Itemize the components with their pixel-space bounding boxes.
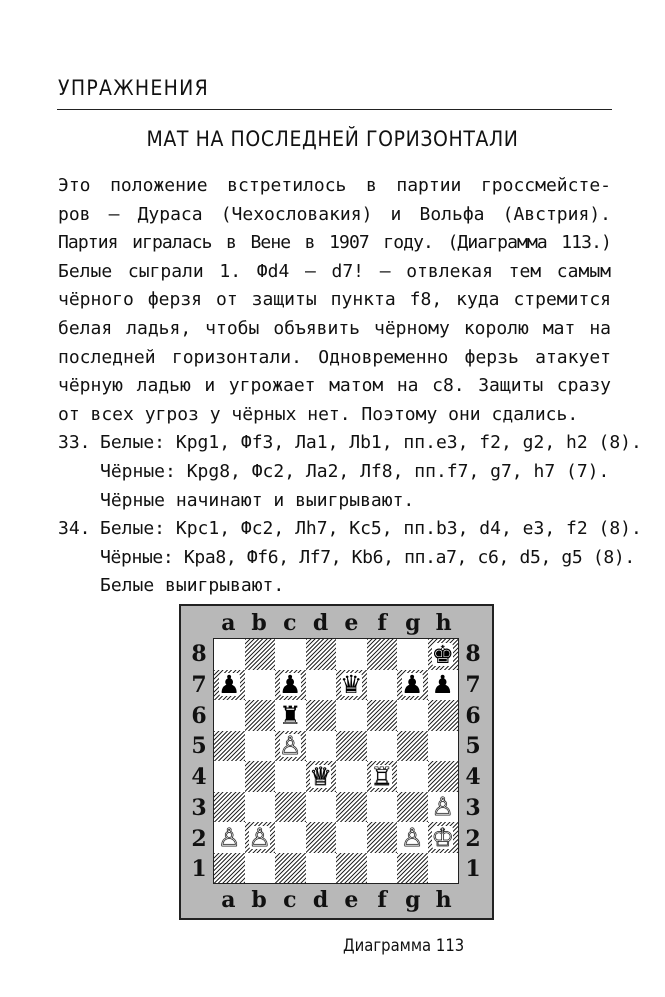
board-square-g3 [397, 792, 428, 823]
paragraph-line: белая ладья, чтобы объявить чёрному королю мат на [58, 317, 611, 339]
exercise-white-position: Белые: Крс1, Фс2, Лh7, Кс5, пп.b3, d4, е3, f2 (8). [100, 518, 642, 540]
board-square-d7 [306, 670, 337, 701]
exercise-34-task: Белые выигрывают. [100, 575, 285, 597]
board-square-h3 [428, 792, 459, 823]
file-label-bottom: c [283, 887, 297, 913]
black-rook-icon: ♜ [279, 700, 302, 730]
board-square-e3 [336, 792, 367, 823]
board-square-d4 [306, 761, 337, 792]
board-square-c2 [275, 822, 306, 853]
board-square-c7 [275, 670, 306, 701]
rank-label-left: 6 [191, 702, 207, 729]
caption-label: Диаграмма [343, 936, 432, 955]
file-label-bottom: f [377, 887, 387, 913]
file-label-bottom: h [435, 887, 452, 913]
board-square-c5 [275, 731, 306, 762]
rank-label-left: 8 [191, 641, 207, 667]
exercise-33-white [58, 429, 642, 458]
white-king-icon: ♔ [431, 822, 454, 852]
board-square-h5 [428, 731, 459, 762]
white-pawn-icon: ♙ [218, 822, 241, 852]
file-label-bottom: g [405, 887, 421, 913]
rank-label-left: 4 [191, 764, 207, 790]
board-square-a8 [214, 639, 245, 670]
rank-label-left: 1 [191, 856, 207, 883]
rank-label-right: 7 [465, 671, 481, 698]
black-pawn-icon: ♟ [279, 670, 302, 700]
black-queen-icon: ♛ [340, 670, 363, 700]
rank-label-left: 3 [191, 794, 207, 821]
board-square-g8 [397, 639, 428, 670]
file-label-top: b [251, 610, 267, 636]
board-square-c1 [275, 853, 306, 884]
board-square-d5 [306, 731, 337, 762]
paragraph-line: чёрную ладью и угрожает матом на с8. Защиты сразу [58, 375, 611, 397]
board-square-c4 [275, 761, 306, 792]
page-title: МАТ НА ПОСЛЕДНЕЙ ГОРИЗОНТАЛИ [146, 127, 519, 151]
board-square-f6 [367, 700, 398, 731]
file-label-bottom: e [344, 887, 359, 913]
file-label-bottom: a [221, 887, 236, 913]
black-pawn-icon: ♟ [431, 670, 454, 700]
board-square-g6 [397, 700, 428, 731]
rank-label-right: 2 [465, 825, 481, 852]
file-label-top: c [283, 610, 297, 636]
board-square-b1 [245, 853, 276, 884]
board-square-c3 [275, 792, 306, 823]
board-square-b7 [245, 670, 276, 701]
board-square-e8 [336, 639, 367, 670]
paragraph-line: чёрного ферзя от защиты пункта f8, куда стремится [58, 289, 611, 311]
board-square-h7 [428, 670, 459, 701]
heading-rule [57, 109, 612, 110]
board-square-d6 [306, 700, 337, 731]
board-square-e4 [336, 761, 367, 792]
section-heading: УПРАЖНЕНИЯ [58, 76, 210, 100]
board-square-h1 [428, 853, 459, 884]
file-label-top: h [435, 610, 452, 636]
paragraph-line: Это положение встретилось в партии гроссмейсте- [58, 175, 611, 196]
paragraph-line: от всех угроз у чёрных нет. Поэтому они сдались. [58, 403, 579, 425]
board-square-d8 [306, 639, 337, 670]
file-label-top: f [377, 610, 387, 636]
board-square-b4 [245, 761, 276, 792]
board-square-b5 [245, 731, 276, 762]
board-square-e2 [336, 822, 367, 853]
board-square-a7 [214, 670, 245, 701]
board-square-g2 [397, 822, 428, 853]
board-square-h2 [428, 822, 459, 853]
file-label-bottom: d [312, 887, 329, 913]
white-queen-icon: ♕ [309, 761, 332, 791]
rank-label-right: 4 [465, 764, 481, 790]
board-square-f8 [367, 639, 398, 670]
board-square-c8 [275, 639, 306, 670]
white-pawn-icon: ♙ [431, 792, 454, 822]
rank-label-left: 2 [191, 825, 207, 852]
board-square-b8 [245, 639, 276, 670]
board-square-e5 [336, 731, 367, 762]
white-pawn-icon: ♙ [401, 822, 424, 852]
board-square-c6 [275, 700, 306, 731]
board-square-h4 [428, 761, 459, 792]
board-square-a1 [214, 853, 245, 884]
board-square-e6 [336, 700, 367, 731]
file-label-top: a [221, 610, 236, 636]
file-label-top: g [405, 610, 421, 636]
paragraph-line: Партия игралась в Вене в 1907 году. (Диаграмма 113.) [58, 232, 611, 254]
diagram-caption [343, 936, 464, 955]
board-square-f4 [367, 761, 398, 792]
board-square-f7 [367, 670, 398, 701]
exercise-number: 34. [58, 518, 91, 540]
exercise-33-black: Чёрные: Крg8, Фс2, Ла2, Лf8, пп.f7, g7, h7 (7). [100, 460, 610, 482]
chess-board [213, 638, 459, 884]
board-square-b6 [245, 700, 276, 731]
board-square-a6 [214, 700, 245, 731]
board-square-f3 [367, 792, 398, 823]
board-square-a3 [214, 792, 245, 823]
exercise-white-position: Белые: Крg1, Фf3, Ла1, Лb1, пп.е3, f2, g2, h2 (8). [100, 432, 642, 454]
board-square-d1 [306, 853, 337, 884]
body-text [58, 172, 642, 601]
rank-label-left: 5 [191, 733, 207, 760]
black-king-icon: ♚ [431, 639, 454, 669]
caption-number: 113 [435, 936, 465, 955]
rank-label-right: 5 [465, 733, 481, 760]
paragraph-line: ров — Дураса (Чехословакия) и Вольфа (Австрия). [58, 203, 611, 225]
black-pawn-icon: ♟ [218, 670, 241, 700]
board-square-b3 [245, 792, 276, 823]
paragraph-line: Белые сыграли 1. Фd4 — d7! — отвлекая тем самым [58, 260, 611, 282]
white-rook-icon: ♖ [370, 761, 393, 791]
board-square-e1 [336, 853, 367, 884]
board-square-h6 [428, 700, 459, 731]
board-square-d2 [306, 822, 337, 853]
board-square-a5 [214, 731, 245, 762]
rank-label-left: 7 [191, 671, 207, 698]
file-label-top: e [344, 610, 359, 636]
exercise-34-black: Чёрные: Кра8, Фf6, Лf7, Кb6, пп.а7, с6, d5, g5 (8). [100, 546, 635, 568]
rank-label-right: 6 [465, 702, 481, 729]
board-square-e7 [336, 670, 367, 701]
board-square-a2 [214, 822, 245, 853]
board-square-d3 [306, 792, 337, 823]
rank-label-right: 1 [465, 856, 481, 883]
file-label-bottom: b [251, 887, 267, 913]
board-square-g7 [397, 670, 428, 701]
board-square-h8 [428, 639, 459, 670]
board-square-f1 [367, 853, 398, 884]
rank-label-right: 3 [465, 794, 481, 821]
board-square-a4 [214, 761, 245, 792]
exercise-33-task: Чёрные начинают и выигрывают. [100, 489, 415, 511]
board-square-g5 [397, 731, 428, 762]
rank-label-right: 8 [465, 641, 481, 667]
white-pawn-icon: ♙ [279, 731, 302, 761]
black-pawn-icon: ♟ [401, 670, 424, 700]
board-square-f2 [367, 822, 398, 853]
paragraph-line: последней горизонтали. Одновременно ферзь атакует [58, 346, 611, 368]
file-label-top: d [312, 610, 329, 636]
exercise-number: 33. [58, 432, 91, 454]
board-square-f5 [367, 731, 398, 762]
board-square-g4 [397, 761, 428, 792]
exercise-34-white [58, 515, 642, 544]
board-square-g1 [397, 853, 428, 884]
white-pawn-icon: ♙ [248, 822, 271, 852]
board-square-b2 [245, 822, 276, 853]
